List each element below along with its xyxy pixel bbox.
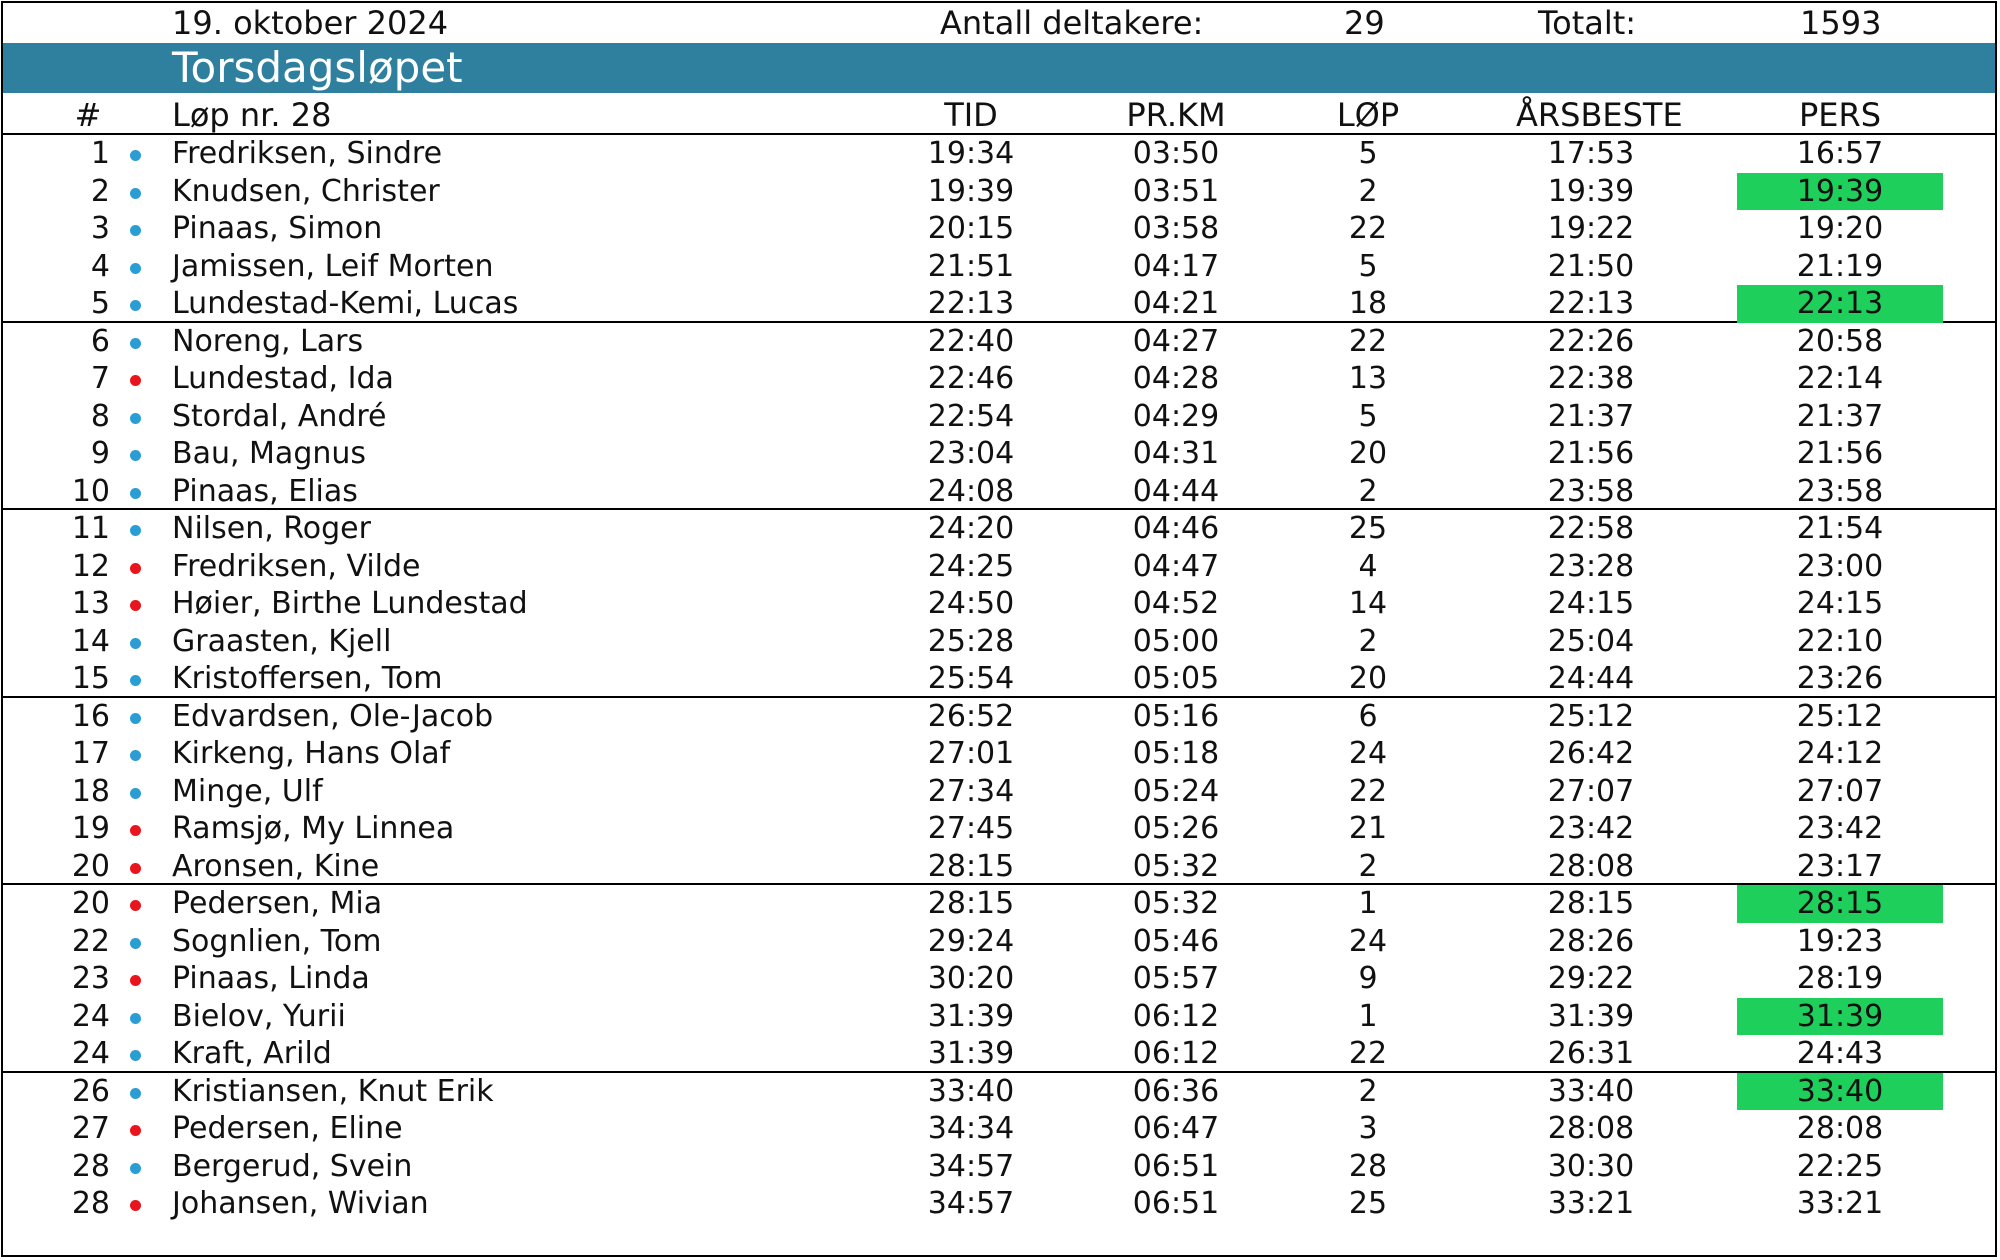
personal-best-cell: 24:43 [1796,1036,1884,1071]
rank-cell: 19 [71,811,110,846]
rank-cell: 7 [90,361,110,396]
personal-best-cell: 23:26 [1796,661,1884,696]
race-count-cell: 3 [1358,1111,1378,1146]
time-cell: 28:15 [927,886,1015,921]
time-cell: 28:15 [927,848,1015,884]
season-best-cell: 22:58 [1547,511,1635,546]
race-count-cell: 6 [1358,698,1378,734]
time-cell: 20:15 [927,211,1015,246]
race-count-cell: 21 [1348,811,1388,846]
race-count-cell: 25 [1348,1186,1388,1221]
rank-cell: 20 [71,848,110,884]
rank-cell: 10 [71,473,110,509]
personal-best-cell: 22:25 [1796,1148,1884,1184]
season-best-cell: 28:26 [1547,923,1635,959]
runner-name: Kristoffersen, Tom [172,661,443,696]
race-count-cell: 22 [1348,1036,1388,1071]
results-sheet [1,1,1997,1257]
runner-name: Jamissen, Leif Morten [172,248,494,284]
personal-best-cell: 33:21 [1796,1186,1884,1221]
runner-name: Lundestad, Ida [172,361,394,396]
time-cell: 22:40 [927,323,1015,359]
personal-best-cell: 23:42 [1796,811,1884,846]
table-row [3,135,1995,173]
runner-name: Aronsen, Kine [172,848,380,884]
rank-cell: 22 [71,923,110,959]
season-best-cell: 19:39 [1547,173,1635,209]
season-best-cell: 17:53 [1547,136,1635,171]
pace-cell: 05:05 [1132,661,1220,696]
table-row [3,923,1995,961]
pace-cell: 04:52 [1132,586,1220,621]
season-best-cell: 28:08 [1547,1111,1635,1146]
season-best-cell: 21:50 [1547,248,1635,284]
total-value: 1593 [1800,4,1882,42]
time-cell: 22:13 [927,286,1015,321]
pace-cell: 05:24 [1132,773,1220,809]
personal-best-cell: 24:15 [1796,586,1884,621]
column-header-prkm: PR.KM [1126,96,1226,134]
runner-name: Fredriksen, Vilde [172,548,421,584]
table-row [3,1148,1995,1186]
season-best-cell: 28:15 [1547,886,1635,921]
pace-cell: 04:27 [1132,323,1220,359]
column-header-tid: TID [944,96,998,134]
runner-name: Kirkeng, Hans Olaf [172,736,451,771]
time-cell: 34:34 [927,1111,1015,1146]
personal-best-cell: 33:40 [1737,1073,1943,1111]
pace-cell: 05:46 [1132,923,1220,959]
time-cell: 24:08 [927,473,1015,509]
race-count-cell: 13 [1348,361,1388,396]
runner-name: Pedersen, Mia [172,886,383,921]
table-row [3,1035,1995,1073]
race-count-cell: 5 [1358,136,1378,171]
table-row [3,435,1995,473]
personal-best-cell: 23:17 [1796,848,1884,884]
season-best-cell: 22:26 [1547,323,1635,359]
table-row [3,773,1995,811]
personal-best-cell: 24:12 [1796,736,1884,771]
time-cell: 30:20 [927,961,1015,996]
table-row [3,960,1995,998]
race-count-cell: 25 [1348,511,1388,546]
season-best-cell: 30:30 [1547,1148,1635,1184]
column-header-lop: LØP [1336,96,1400,134]
runner-name: Stordal, André [172,398,387,434]
pace-cell: 04:21 [1132,286,1220,321]
table-row [3,1073,1995,1111]
table-row [3,473,1995,511]
table-row [3,585,1995,623]
runner-name: Bergerud, Svein [172,1148,413,1184]
race-count-cell: 2 [1358,848,1378,884]
race-count-cell: 5 [1358,248,1378,284]
table-row [3,1185,1995,1223]
season-best-cell: 33:40 [1547,1073,1635,1109]
race-count-cell: 4 [1358,548,1378,584]
pace-cell: 06:51 [1132,1186,1220,1221]
time-cell: 21:51 [927,248,1015,284]
personal-best-cell: 21:37 [1796,398,1884,434]
season-best-cell: 26:42 [1547,736,1635,771]
personal-best-cell: 20:58 [1796,323,1884,359]
column-header-aarsbeste: ÅRSBESTE [1516,96,1683,134]
personal-best-cell: 19:23 [1796,923,1884,959]
runner-name: Høier, Birthe Lundestad [172,586,528,621]
season-best-cell: 21:37 [1547,398,1635,434]
season-best-cell: 21:56 [1547,436,1635,471]
rank-cell: 18 [71,773,110,809]
time-cell: 27:01 [927,736,1015,771]
season-best-cell: 31:39 [1547,998,1635,1034]
personal-best-cell: 25:12 [1796,698,1884,734]
rank-cell: 1 [90,136,110,171]
column-header-pers: PERS [1798,96,1882,134]
runner-name: Johansen, Wivian [172,1186,429,1221]
season-best-cell: 22:38 [1547,361,1635,396]
rank-cell: 8 [90,398,110,434]
season-best-cell: 28:08 [1547,848,1635,884]
total-label: Totalt: [1538,4,1637,42]
time-cell: 34:57 [927,1148,1015,1184]
runner-name: Kraft, Arild [172,1036,332,1071]
personal-best-cell: 23:58 [1796,473,1884,509]
table-row [3,810,1995,848]
season-best-cell: 29:22 [1547,961,1635,996]
rank-cell: 9 [90,436,110,471]
personal-best-cell: 28:15 [1737,885,1943,923]
rank-cell: 17 [71,736,110,771]
table-row [3,623,1995,661]
race-count-cell: 18 [1348,286,1388,321]
personal-best-cell: 21:19 [1796,248,1884,284]
season-best-cell: 25:04 [1547,623,1635,659]
runner-name: Pinaas, Simon [172,211,383,246]
race-count-cell: 2 [1358,473,1378,509]
table-row [3,735,1995,773]
race-count-cell: 28 [1348,1148,1388,1184]
rank-cell: 3 [90,211,110,246]
runner-name: Ramsjø, My Linnea [172,811,455,846]
personal-best-cell: 21:56 [1796,436,1884,471]
rank-cell: 24 [71,998,110,1034]
race-count-cell: 22 [1348,211,1388,246]
personal-best-cell: 28:08 [1796,1111,1884,1146]
page-title: Torsdagsløpet [172,43,463,92]
table-row [3,210,1995,248]
runner-name: Fredriksen, Sindre [172,136,443,171]
pace-cell: 05:32 [1132,848,1220,884]
runner-name: Kristiansen, Knut Erik [172,1073,494,1109]
race-number-label: Løp nr. 28 [172,96,332,134]
rank-cell: 14 [71,623,110,659]
rank-cell: 27 [71,1111,110,1146]
personal-best-cell: 19:39 [1737,173,1943,211]
table-row [3,998,1995,1036]
season-best-cell: 24:15 [1547,586,1635,621]
season-best-cell: 25:12 [1547,698,1635,734]
personal-best-cell: 22:10 [1796,623,1884,659]
race-count-cell: 5 [1358,398,1378,434]
race-count-cell: 24 [1348,736,1388,771]
race-count-cell: 22 [1348,323,1388,359]
personal-best-cell: 21:54 [1796,511,1884,546]
race-count-cell: 20 [1348,436,1388,471]
season-best-cell: 23:28 [1547,548,1635,584]
time-cell: 22:46 [927,361,1015,396]
runner-name: Lundestad-Kemi, Lucas [172,286,519,321]
pace-cell: 04:44 [1132,473,1220,509]
rank-cell: 16 [71,698,110,734]
time-cell: 25:28 [927,623,1015,659]
race-count-cell: 22 [1348,773,1388,809]
table-row [3,398,1995,436]
runner-name: Pinaas, Linda [172,961,370,996]
pace-cell: 04:31 [1132,436,1220,471]
table-row [3,1110,1995,1148]
time-cell: 22:54 [927,398,1015,434]
personal-best-cell: 28:19 [1796,961,1884,996]
race-count-cell: 2 [1358,173,1378,209]
pace-cell: 06:12 [1132,1036,1220,1071]
season-best-cell: 27:07 [1547,773,1635,809]
time-cell: 29:24 [927,923,1015,959]
pace-cell: 04:28 [1132,361,1220,396]
pace-cell: 04:17 [1132,248,1220,284]
time-cell: 24:20 [927,511,1015,546]
race-count-cell: 2 [1358,623,1378,659]
race-count-cell: 24 [1348,923,1388,959]
season-best-cell: 24:44 [1547,661,1635,696]
pace-cell: 06:51 [1132,1148,1220,1184]
pace-cell: 05:26 [1132,811,1220,846]
pace-cell: 04:47 [1132,548,1220,584]
rank-cell: 28 [71,1186,110,1221]
race-count-cell: 1 [1358,998,1378,1034]
personal-best-cell: 22:13 [1737,285,1943,323]
race-count-cell: 1 [1358,886,1378,921]
rank-cell: 6 [90,323,110,359]
table-row [3,698,1995,736]
race-count-cell: 9 [1358,961,1378,996]
rank-cell: 24 [71,1036,110,1071]
time-cell: 31:39 [927,998,1015,1034]
table-row [3,248,1995,286]
pace-cell: 05:16 [1132,698,1220,734]
rank-cell: 15 [71,661,110,696]
runner-name: Sognlien, Tom [172,923,382,959]
summary-line [3,3,1995,43]
time-cell: 19:34 [927,136,1015,171]
pace-cell: 06:36 [1132,1073,1220,1109]
rank-cell: 23 [71,961,110,996]
table-row [3,548,1995,586]
time-cell: 31:39 [927,1036,1015,1071]
season-best-cell: 33:21 [1547,1186,1635,1221]
runner-name: Edvardsen, Ole-Jacob [172,698,494,734]
table-row [3,510,1995,548]
rank-cell: 26 [71,1073,110,1109]
personal-best-cell: 22:14 [1796,361,1884,396]
season-best-cell: 23:42 [1547,811,1635,846]
time-cell: 27:34 [927,773,1015,809]
runner-name: Pedersen, Eline [172,1111,403,1146]
time-cell: 34:57 [927,1186,1015,1221]
pace-cell: 05:57 [1132,961,1220,996]
table-row [3,660,1995,698]
race-count-cell: 14 [1348,586,1388,621]
pace-cell: 05:32 [1132,886,1220,921]
pace-cell: 06:12 [1132,998,1220,1034]
race-date: 19. oktober 2024 [172,4,449,42]
pace-cell: 04:29 [1132,398,1220,434]
runner-name: Noreng, Lars [172,323,364,359]
runner-name: Knudsen, Christer [172,173,440,209]
table-row [3,848,1995,886]
season-best-cell: 26:31 [1547,1036,1635,1071]
time-cell: 26:52 [927,698,1015,734]
rank-cell: 2 [90,173,110,209]
table-row [3,173,1995,211]
rank-cell: 4 [90,248,110,284]
rank-cell: 13 [71,586,110,621]
personal-best-cell: 16:57 [1796,136,1884,171]
runner-name: Nilsen, Roger [172,511,371,546]
rank-cell: 12 [71,548,110,584]
pace-cell: 06:47 [1132,1111,1220,1146]
personal-best-cell: 27:07 [1796,773,1884,809]
race-count-cell: 20 [1348,661,1388,696]
time-cell: 27:45 [927,811,1015,846]
table-row [3,323,1995,361]
rank-cell: 28 [71,1148,110,1184]
personal-best-cell: 31:39 [1737,998,1943,1036]
runner-name: Pinaas, Elias [172,473,358,509]
time-cell: 25:54 [927,661,1015,696]
participants-count: 29 [1344,4,1385,42]
time-cell: 24:25 [927,548,1015,584]
season-best-cell: 22:13 [1547,286,1635,321]
table-row [3,360,1995,398]
season-best-cell: 19:22 [1547,211,1635,246]
table-row [3,885,1995,923]
race-count-cell: 2 [1358,1073,1378,1109]
runner-name: Bau, Magnus [172,436,367,471]
rank-cell: 11 [71,511,110,546]
runner-name: Minge, Ulf [172,773,323,809]
pace-cell: 03:51 [1132,173,1220,209]
title-banner [3,43,1995,93]
pace-cell: 05:18 [1132,736,1220,771]
rank-cell: 5 [90,286,110,321]
pace-cell: 05:00 [1132,623,1220,659]
time-cell: 19:39 [927,173,1015,209]
personal-best-cell: 23:00 [1796,548,1884,584]
season-best-cell: 23:58 [1547,473,1635,509]
time-cell: 24:50 [927,586,1015,621]
runner-name: Bielov, Yurii [172,998,346,1034]
runner-name: Graasten, Kjell [172,623,392,659]
participants-label: Antall deltakere: [940,4,1204,42]
pace-cell: 03:50 [1132,136,1220,171]
rank-cell: 20 [71,886,110,921]
column-header-rank: # [74,96,102,134]
pace-cell: 03:58 [1132,211,1220,246]
pace-cell: 04:46 [1132,511,1220,546]
time-cell: 33:40 [927,1073,1015,1109]
personal-best-cell: 19:20 [1796,211,1884,246]
column-header-row [3,93,1995,135]
table-row [3,285,1995,323]
time-cell: 23:04 [927,436,1015,471]
